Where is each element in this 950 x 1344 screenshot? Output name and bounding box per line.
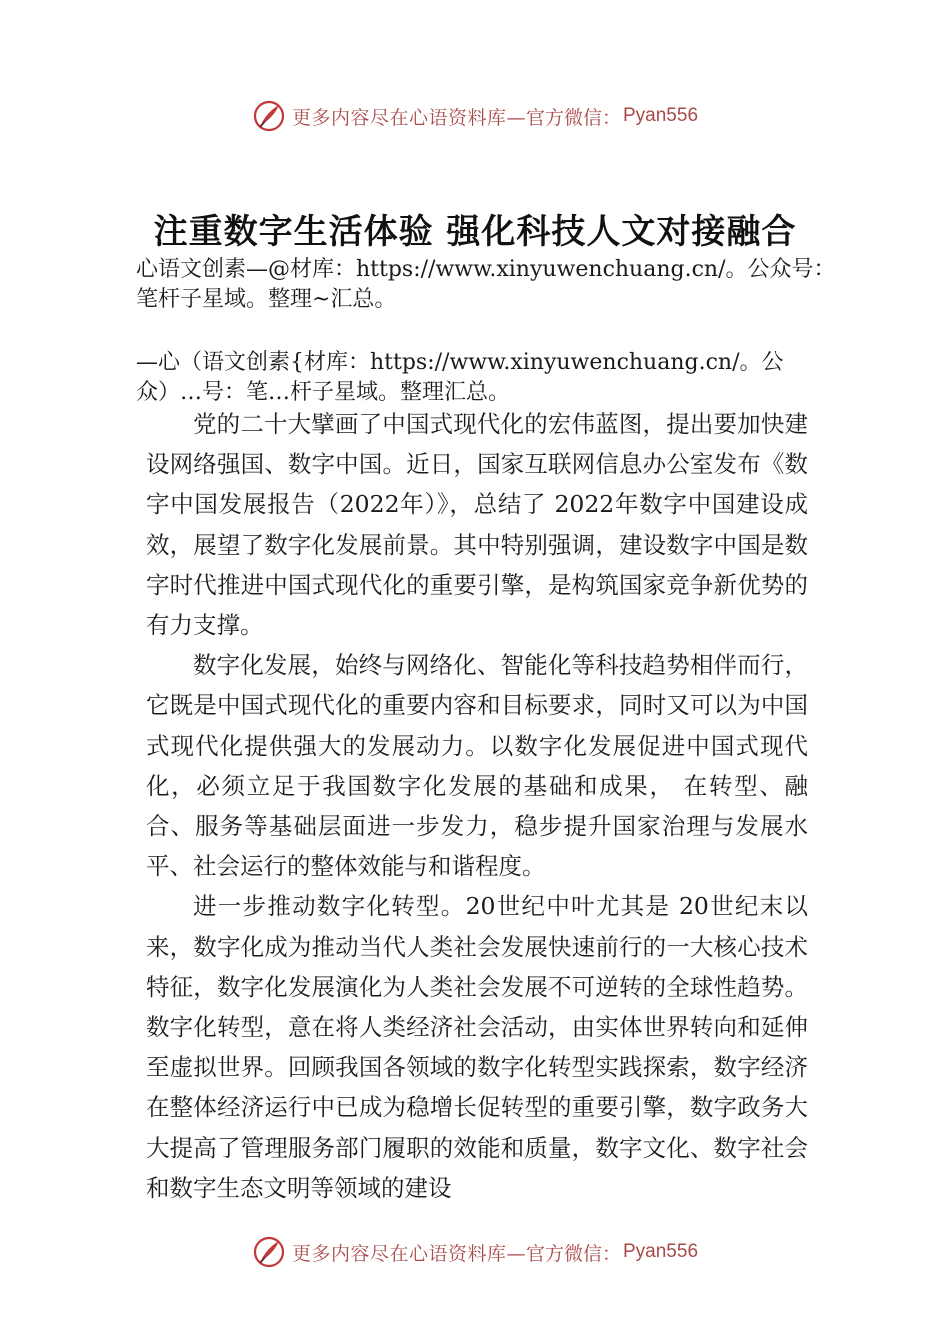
- quill-pen-logo-icon: [252, 99, 286, 133]
- header-banner: [0, 94, 950, 138]
- source-line-1: 心语文创素—@材库：https://www.xinyuwenchuang.cn/。公众号：笔杆子星域。整理~汇总。: [136, 257, 836, 312]
- quill-pen-logo-icon: [252, 1235, 286, 1269]
- source-line-2: —心（语文创素{材库：https://www.xinyuwenchuang.cn/。公众）…号：笔…杆子星域。整理汇总。: [136, 350, 784, 405]
- article-title: 注重数字生活体验 强化科技人文对接融合: [153, 212, 797, 252]
- footer-banner: [0, 1230, 950, 1274]
- header-wechat-id: Pyan556: [623, 105, 699, 126]
- header-slogan: 更多内容尽在心语资料库—: [291, 106, 526, 129]
- paragraph-2: 数字化发展，始终与网络化、智能化等科技趋势相伴而行，它既是中国式现代化的重要内容和目标要求，同时又可以为中国式现代化提供强大的发展动力。以数字化发展促进中国式现代化，必须立足于我国数字化发展的基础和成果， 在转型、融合、服务等基础层面进一步发力，稳步提升国家治理与发展水平、社会运行的整体效能与和谐程度。: [146, 651, 808, 881]
- footer-wechat-id: Pyan556: [623, 1241, 699, 1262]
- paragraph-3: 进一步推动数字化转型。20世纪中叶尤其是 20世纪末以来，数字化成为推动当代人类社会发展快速前行的一大核心技术特征，数字化发展演化为人类社会发展不可逆转的全球性趋势。数字化转型，意在将人类经济社会活动，由实体世界转向和延伸至虚拟世界。回顾我国各领域的数字化转型实践探索，数字经济在整体经济运行中已成为稳增长促转型的重要引擎，数字政务大大提高了管理服务部门履职的效能和质量，数字文化、数字社会和数字生态文明等领域的建设: [146, 892, 808, 1202]
- header-wechat-label: 官方微信：: [525, 106, 621, 129]
- paragraph-1: 党的二十大擘画了中国式现代化的宏伟蓝图，提出要加快建设网络强国、数字中国。近日，国家互联网信息办公室发布《数字中国发展报告（2022年）》，总结了 2022年数字中国建设成效，展望了数字化发展前景。其中特别强调，建设数字中国是数字时代推进中国式现代化的重要引擎，是构筑国家竞争新优势的有力支撑。: [146, 410, 808, 640]
- article-body: [146, 404, 808, 1208]
- footer-wechat-label: 官方微信：: [525, 1242, 621, 1265]
- footer-slogan: 更多内容尽在心语资料库—: [291, 1242, 526, 1265]
